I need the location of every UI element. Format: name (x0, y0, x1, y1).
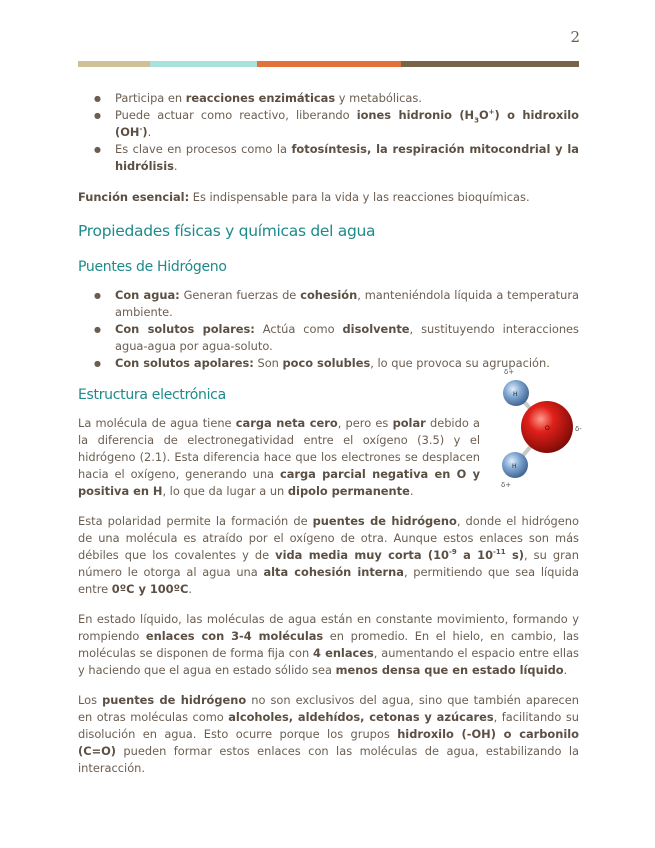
delta-plus-bottom: δ+ (501, 481, 512, 488)
paragraph-polaridad: Esta polaridad permite la formación de puentes de hidrógeno, donde el hidrógeno de una molécula es atraído por el oxígeno de otra. Aunque estos enlaces son más débiles que los covalentes y de vida media muy corta ($10^{-9}$ a $10^{-11}$ s), su gran número le otorga al agua una alta cohesión interna, permitiendo que sea líquida entre 0ºC y 100ºC. (78, 514, 579, 596)
estructura-title: Estructura electrónica (78, 387, 226, 403)
color-bar-segment-beige (78, 61, 150, 67)
section-title: Propiedades físicas y químicas del agua (78, 222, 376, 240)
label-h-top: H (513, 391, 518, 398)
water-molecule-diagram (492, 363, 587, 488)
paragraph-estado-liquido: En estado líquido, las moléculas de agua están en constante movimiento, formando y rompiendo enlaces con 3-4 moléculas en promedio. En el hielo, en cambio, las moléculas se disponen de forma fija con 4 enlaces, aumentando el espacio entre ellas y haciendo que el agua en estado sólido sea menos densa que en estado líquido. (78, 612, 579, 677)
header-color-bar (78, 61, 579, 67)
paragraph-carga: La molécula de agua tiene carga neta cero, pero es polar debido a la diferencia de electronegatividad entre el oxígeno (3.5) y el hidrógeno (2.1). Esta diferencia hace que los electrones se desplacen hacia el oxígeno, generando una carga parcial negativa en O y positiva en H, lo que da lugar a un dipolo permanente. (78, 416, 480, 498)
list-item: ● Es clave en procesos como la fotosíntesis, la respiración mitocondrial y la hidrólisis. (78, 141, 579, 175)
delta-plus-top: δ+ (504, 368, 515, 376)
color-bar-segment-aqua (150, 61, 257, 67)
list-item: ● Participa en reacciones enzimáticas y metabólicas. (78, 90, 579, 107)
bullet-list-puentes (78, 287, 579, 372)
paragraph-otras-moleculas: Los puentes de hidrógeno no son exclusivos del agua, sino que también aparecen en otras moléculas como alcoholes, aldehídos, cetonas y azúcares, facilitando su disolución en agua. Esto ocurre porque los grupos hidroxilo (-OH) o carbonilo (C=O) pueden formar estos enlaces con las moléculas de agua, estabilizando la interacción. (78, 693, 579, 775)
bullet-list-top (78, 90, 579, 175)
puentes-title: Puentes de Hidrógeno (78, 259, 227, 275)
list-item: ● Con solutos apolares: Son poco solubles, lo que provoca su agrupación. (78, 355, 579, 372)
delta-minus-o: δ- (575, 425, 582, 433)
list-item: ● Con solutos polares: Actúa como disolvente, sustituyendo interacciones agua-agua por agua-soluto. (78, 321, 579, 355)
color-bar-segment-orange (257, 61, 401, 67)
label-o: O (545, 425, 550, 432)
list-item: ● Puede actuar como reactivo, liberando iones hidronio $(H_3O^+)$ o hidroxilo (OH-). (78, 107, 579, 141)
list-item: ● Con agua: Generan fuerzas de cohesión, manteniéndola líquida a temperatura ambiente. (78, 287, 579, 321)
label-h-bottom: H (512, 463, 517, 470)
funcion-esencial: Función esencial: Es indispensable para la vida y las reacciones bioquímicas. (78, 190, 530, 204)
color-bar-segment-brown (401, 61, 579, 67)
page-number: 2 (570, 28, 580, 46)
